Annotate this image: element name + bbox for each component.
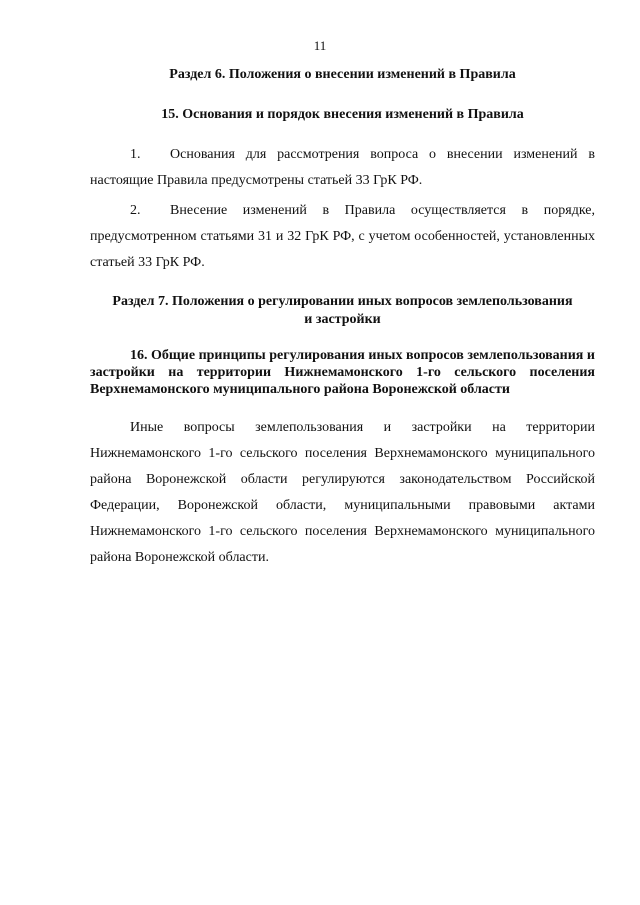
section-7-paragraph: Иные вопросы землепользования и застройки на территории Нижнемамонского 1-го сельского поселения Верхнемамонского муниципального района Воронежской области регулируются законодательством Российской Федерации, Воронежской области, муниципальными правовыми актами Нижнемамонского 1-го сельского поселения Верхнемамонского муниципального района Воронежской области. <box>90 420 595 565</box>
item-text: Внесение изменений в Правила осуществляется в порядке, предусмотренном статьями 31 и 32 ГрК РФ, с учетом особенностей, установленных статьей 33 ГрК РФ. <box>90 203 595 270</box>
section-7-title <box>90 293 595 329</box>
item-text: Основания для рассмотрения вопроса о внесении изменений в настоящие Правила предусмотрены статьей 33 ГрК РФ. <box>90 147 595 188</box>
item-number: 1. <box>130 147 141 162</box>
section-7-title-line-1: Раздел 7. Положения о регулировании иных вопросов землепользования <box>112 294 573 309</box>
section-6-item-1 <box>90 142 595 194</box>
subsection-15-title: 15. Основания и порядок внесения изменений в Правила <box>161 107 524 122</box>
section-6-title: Раздел 6. Положения о внесении изменений в Правила <box>169 67 516 82</box>
section-6-item-2 <box>90 198 595 276</box>
page-number: 11 <box>313 38 327 53</box>
page-content <box>90 66 595 571</box>
subsection-16-title: 16. Общие принципы регулирования иных вопросов землепользования и застройки на территории Нижнемамонского 1-го сельского поселения Верхнемамонского муниципального района Воронежской области <box>90 348 595 397</box>
section-7-title-line-2: и застройки <box>304 312 381 327</box>
item-number: 2. <box>130 203 141 218</box>
